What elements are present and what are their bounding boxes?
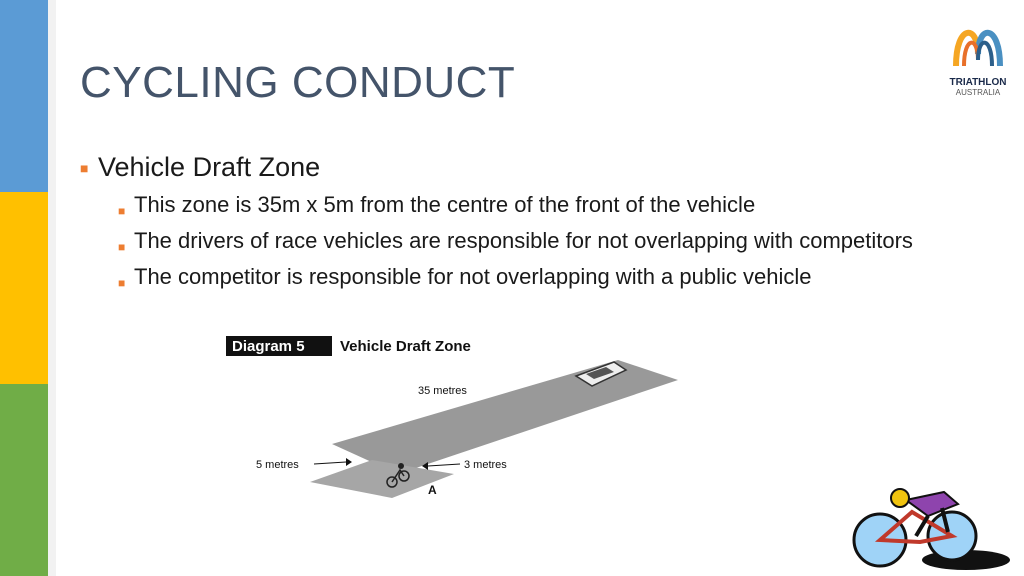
cyclist-clipart	[846, 480, 1016, 576]
bullet-square-icon: ■	[118, 204, 126, 218]
sub-bullet-text: This zone is 35m x 5m from the centre of the front of the vehicle	[134, 192, 756, 217]
sub-bullet-text: The drivers of race vehicles are responsible for not overlapping with competitors	[134, 228, 913, 253]
bullet-square-icon: ■	[118, 240, 126, 254]
point-label: A	[428, 483, 437, 497]
diagram-caption: Vehicle Draft Zone	[340, 338, 471, 355]
bullet-text: Vehicle Draft Zone	[98, 152, 321, 182]
gap-label: 3 metres	[464, 459, 507, 471]
draft-zone-diagram	[222, 332, 686, 514]
logo-sub-text: AUSTRALIA	[955, 88, 1001, 97]
slide-title: CYCLING CONDUCT	[80, 58, 516, 107]
triathlon-australia-logo	[940, 14, 1016, 98]
diagram-badge-text: Diagram 5	[232, 338, 305, 355]
bullet-list	[78, 152, 938, 299]
sub-bullet-text: The competitor is responsible for not overlapping with a public vehicle	[134, 264, 812, 289]
length-label: 35 metres	[418, 385, 467, 397]
side-bar-yellow	[0, 192, 48, 384]
width-label: 5 metres	[256, 459, 299, 471]
logo-brand-text: TRIATHLON	[949, 77, 1007, 88]
sub-bullet-item	[78, 191, 938, 219]
bullet-item	[78, 152, 938, 183]
side-bar-green	[0, 384, 48, 576]
bullet-square-icon: ■	[80, 160, 89, 176]
sub-bullet-item	[78, 263, 938, 291]
rider-helmet-icon	[891, 489, 909, 507]
sub-bullet-item	[78, 227, 938, 255]
logo-arches-icon	[950, 14, 1006, 70]
side-bar-edge	[48, 0, 56, 576]
bullet-square-icon: ■	[118, 276, 126, 290]
side-bar-blue	[0, 0, 48, 192]
